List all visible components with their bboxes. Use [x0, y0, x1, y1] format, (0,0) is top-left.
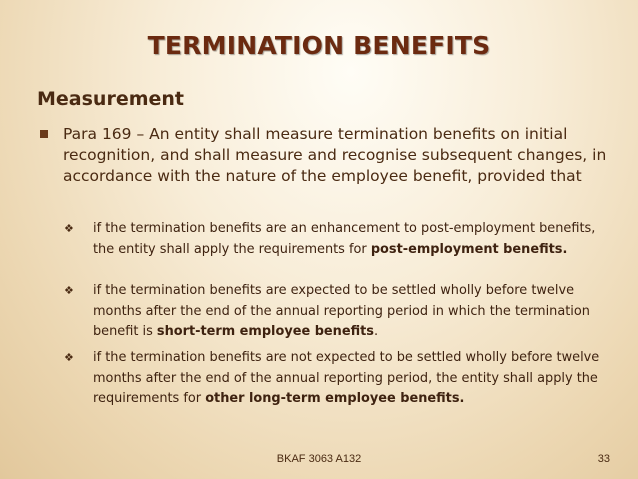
diamond-bullet-icon: ❖ [64, 351, 74, 364]
main-bullet-text: Para 169 – An entity shall measure termination benefits on initial recognition, and shall measure and recognise subsequent changes, in accordance with the nature of the employee benefit, provided that [63, 125, 607, 185]
diamond-bullet-icon: ❖ [64, 222, 74, 235]
sub-bullet-text: if the termination benefits are an enhancement to post-employment benefits, the entity shall apply the requirements for post-employment benefits. [93, 221, 596, 257]
diamond-bullet-icon: ❖ [64, 284, 74, 297]
sub-bullet-text: if the termination benefits are expected to be settled wholly before twelve months after the end of the annual reporting period in which the termination benefit is short-term employee benefits. [93, 283, 590, 339]
sub-bullet-text: if the termination benefits are not expected to be settled wholly before twelve months after the end of the annual reporting period, the entity shall apply the requirements for other long-term employee benefits. [93, 350, 600, 406]
page-number: 33 [597, 453, 610, 465]
footer-course-code: BKAF 3063 A132 [276, 453, 362, 465]
section-heading: Measurement [37, 88, 184, 110]
slide-title: TERMINATION BENEFITS [147, 31, 491, 60]
square-bullet-icon [40, 130, 48, 138]
